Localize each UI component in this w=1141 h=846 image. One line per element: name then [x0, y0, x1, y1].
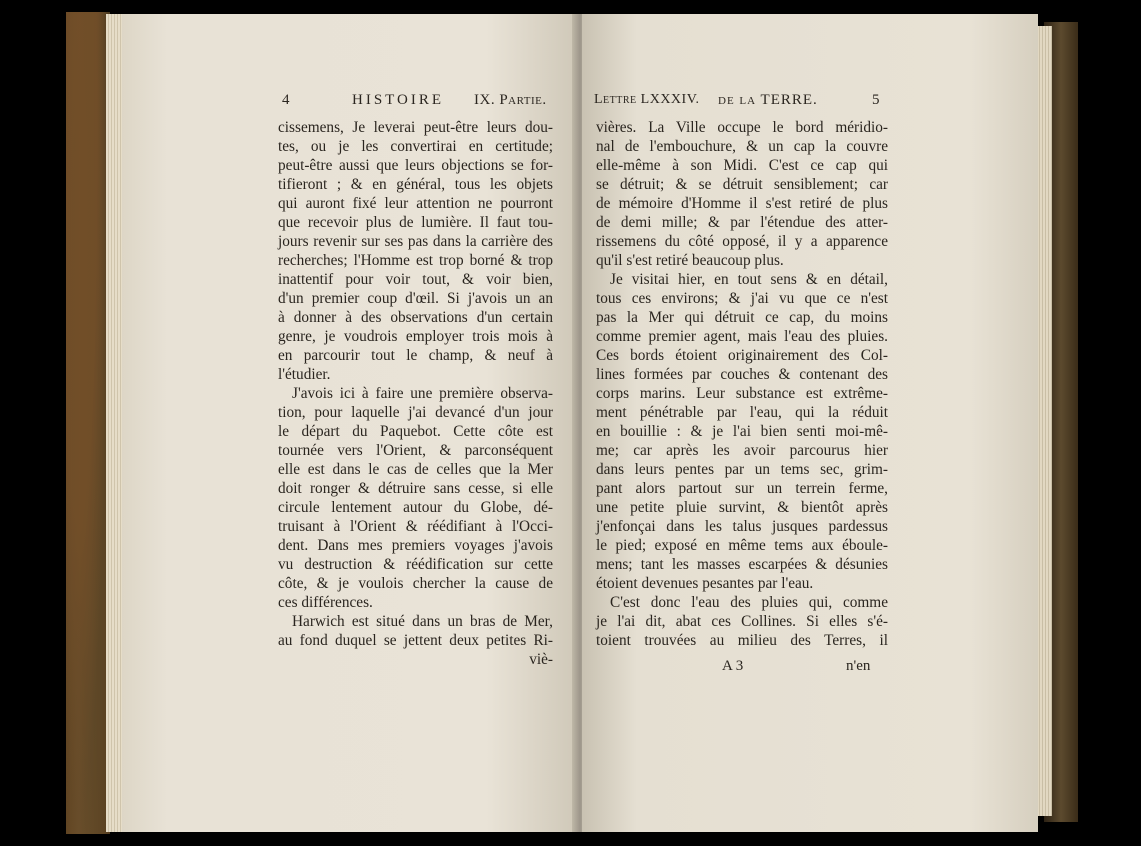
- text-line: le départ du Paquebot. Cette côte est: [278, 423, 553, 440]
- text-line: vières. La Ville occupe le bord méridio-: [596, 119, 888, 136]
- text-line: elle est dans le cas de celles que la Mer: [278, 461, 553, 478]
- text-line: C'est donc l'eau des pluies qui, comme: [610, 594, 888, 611]
- text-line: pant alors partout sur un terrein ferme,: [596, 480, 888, 497]
- text-line: Harwich est situé dans un bras de Mer,: [292, 613, 553, 630]
- text-line: Je visitai hier, en tout sens & en détail,: [610, 271, 888, 288]
- text-line: ces différences.: [278, 594, 373, 611]
- text-line: me; car après les avoir parcourus hier: [596, 442, 888, 459]
- text-line: je l'ai dit, abat ces Collines. Si elles s'é-: [596, 613, 888, 630]
- text-line: inattentif pour voir tout, & voir bien,: [278, 271, 553, 288]
- text-line: mens; tant les masses escarpées & désunies: [596, 556, 888, 573]
- text-line: se détruit; & se détruit sensiblement; car: [596, 176, 888, 193]
- text-line: de demi mille; & par l'étendue des atter-: [596, 214, 888, 231]
- left-page: [122, 14, 578, 832]
- text-line: Ces bords étoient originairement des Col-: [596, 347, 888, 364]
- right-page-number: 5: [872, 92, 880, 108]
- text-line: tous ces environs; & j'ai vu que ce n'est: [596, 290, 888, 307]
- text-line: toient trouvées au milieu des Terres, il: [596, 632, 888, 649]
- text-line: viè-: [529, 651, 553, 668]
- text-line: étoient devenues pesantes par l'eau.: [596, 575, 814, 592]
- text-line: genre, je voudrois employer trois mois à: [278, 328, 553, 345]
- text-line: cissemens, Je leverai peut-être leurs dou-: [278, 119, 553, 136]
- text-line: peut-être aussi que leurs objections se for-: [278, 157, 553, 174]
- text-line: tournée vers l'Orient, & parconséquent: [278, 442, 553, 459]
- text-line: j'enfonçai dans les talus jusques pardessus: [596, 518, 888, 535]
- text-line: à donner à des observations d'un certain: [278, 309, 553, 326]
- left-part-label: IX. Partie.: [474, 92, 547, 108]
- open-book: [66, 12, 1078, 834]
- right-running-title: de la TERRE.: [718, 92, 818, 108]
- text-line: qu'il s'est retiré beaucoup plus.: [596, 252, 784, 269]
- right-letter-label: Lettre LXXXIV.: [594, 92, 700, 107]
- text-line: une petite pluie survint, & bientôt après: [596, 499, 888, 516]
- text-line: jours revenir sur ses pas dans la carrière des: [278, 233, 553, 250]
- text-line: que recevoir plus de lumière. Il faut tou-: [278, 214, 553, 231]
- text-line: elle-même à son Midi. C'est ce cap qui: [596, 157, 888, 174]
- text-line: d'un premier coup d'œil. Si j'avois un an: [278, 290, 553, 307]
- text-line: en parcourir tout le champ, & neuf à: [278, 347, 553, 364]
- text-line: rissemens du côté opposé, il y a apparence: [596, 233, 888, 250]
- left-page-number: 4: [282, 92, 290, 108]
- text-line: ment pénétrable par l'eau, qui la réduit: [596, 404, 888, 421]
- text-line: recherches; l'Homme est trop borné & trop: [278, 252, 553, 269]
- text-line: dans leurs pentes par un tems sec, grim-: [596, 461, 888, 478]
- text-line: côte, & je voulois chercher la cause de: [278, 575, 553, 592]
- text-line: lines formées par couches & contenant des: [596, 366, 888, 383]
- right-page: [582, 14, 1038, 832]
- text-line: comme premier agent, mais l'eau des pluies.: [596, 328, 888, 345]
- right-page-text: [596, 118, 888, 650]
- left-cover: [66, 12, 110, 834]
- left-running-title: HISTOIRE: [352, 92, 445, 108]
- text-line: le pied; exposé en même tems aux éboule-: [596, 537, 888, 554]
- text-line: en bouillie : & je l'ai bien senti moi-mê-: [596, 423, 888, 440]
- text-line: pas la Mer qui détruit ce cap, du moins: [596, 309, 888, 326]
- text-line: vu destruction & réédification sur cette: [278, 556, 553, 573]
- text-line: nal de l'embouchure, & un cap la couvre: [596, 138, 888, 155]
- text-line: J'avois ici à faire une première observa-: [292, 385, 553, 402]
- text-line: corps marins. Leur substance est extrême-: [596, 385, 888, 402]
- text-line: de mémoire d'Homme il s'est retiré de plus: [596, 195, 888, 212]
- text-line: l'étudier.: [278, 366, 331, 383]
- catchword: n'en: [846, 658, 871, 674]
- text-line: tifieront ; & en général, tous les objets: [278, 176, 553, 193]
- left-page-text: [278, 118, 553, 669]
- text-line: dent. Dans mes premiers voyages j'avois: [278, 537, 553, 554]
- text-line: tes, ou je les convertirai en certitude;: [278, 138, 553, 155]
- text-line: truisant à l'Orient & réédifiant à l'Occi-: [278, 518, 553, 535]
- text-line: qui auront fixé leur attention ne pourront: [278, 195, 553, 212]
- text-line: circule lentement autour du Globe, dé-: [278, 499, 553, 516]
- signature-mark: A 3: [722, 658, 744, 674]
- text-line: au fond duquel se jettent deux petites Ri-: [278, 632, 553, 649]
- text-line: doit ronger & détruire sans cesse, si elle: [278, 480, 553, 497]
- text-line: tion, pour laquelle j'ai devancé d'un jour: [278, 404, 553, 421]
